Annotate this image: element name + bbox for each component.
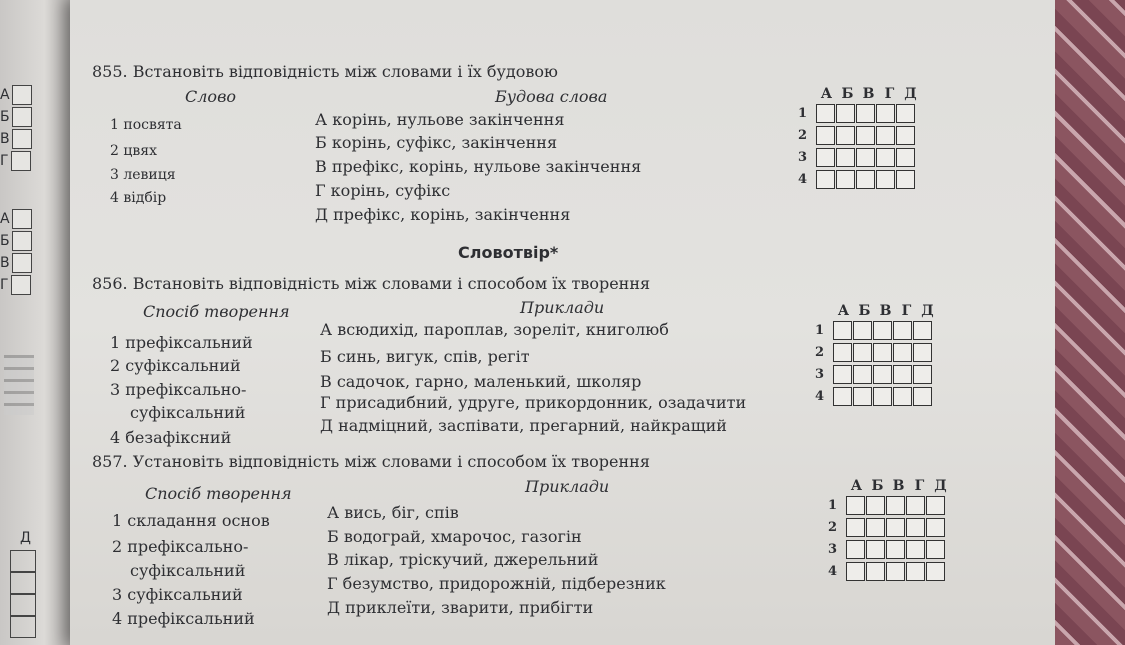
- task-856-title: 856. Встановіть відповідність між словами і способом їх творення: [92, 274, 651, 293]
- answer-cell[interactable]: [913, 343, 932, 362]
- answer-cell[interactable]: [876, 170, 895, 189]
- answer-cell[interactable]: [856, 104, 875, 123]
- answer-grid-856: [815, 303, 938, 407]
- task-856-left-3b: суфіксальний: [130, 403, 246, 422]
- answer-box: [12, 129, 32, 149]
- grid-bottom-left: [10, 550, 36, 638]
- answer-cell[interactable]: [846, 518, 865, 537]
- answer-cell[interactable]: [926, 518, 945, 537]
- grid-col-label: Г: [901, 303, 912, 319]
- box-label: А: [0, 211, 10, 227]
- grid-row-label: 4: [815, 388, 825, 404]
- answer-box: [12, 253, 32, 273]
- answer-cell[interactable]: [896, 148, 915, 167]
- answer-cell[interactable]: [893, 343, 912, 362]
- task-857-left-2b: суфіксальний: [130, 561, 246, 580]
- task-855-right-e: Д префікс, корінь, закінчення: [315, 205, 571, 224]
- grid-col-label: В: [879, 303, 892, 319]
- task-857-left-1: 1 складання основ: [112, 511, 270, 530]
- answer-cell[interactable]: [893, 321, 912, 340]
- answer-cell[interactable]: [886, 496, 905, 515]
- answer-cell[interactable]: [886, 562, 905, 581]
- answer-cell[interactable]: [906, 562, 925, 581]
- grid-row-label: 2: [815, 344, 825, 360]
- box-label: А: [0, 87, 10, 103]
- task-857-right-d: Г безумство, придорожній, підберезник: [327, 574, 666, 593]
- answer-cell[interactable]: [873, 343, 892, 362]
- answer-boxes-left-mid: [0, 208, 32, 296]
- grid-row-label: 2: [828, 519, 838, 535]
- answer-cell[interactable]: [876, 104, 895, 123]
- answer-cell[interactable]: [836, 126, 855, 145]
- answer-cell[interactable]: [896, 170, 915, 189]
- answer-cell[interactable]: [846, 540, 865, 559]
- grid-col-label: Г: [884, 86, 895, 102]
- task-855-left-2: 2 цвях: [110, 143, 157, 159]
- grid-row-label: 1: [815, 322, 825, 338]
- answer-cell[interactable]: [866, 518, 885, 537]
- box-label: В: [0, 131, 10, 147]
- task-857-left-2: 2 префіксально-: [112, 537, 249, 556]
- task-856-right-d: Г присадибний, удруге, прикордонник, озадачити: [320, 393, 747, 412]
- answer-cell[interactable]: [873, 365, 892, 384]
- answer-cell[interactable]: [853, 321, 872, 340]
- answer-cell[interactable]: [853, 343, 872, 362]
- box-label: В: [0, 255, 10, 271]
- answer-cell[interactable]: [926, 540, 945, 559]
- answer-cell[interactable]: [853, 387, 872, 406]
- task-857-right-e: Д приклеїти, зварити, прибігти: [327, 598, 594, 617]
- task-855-left-1: 1 посвята: [110, 117, 182, 133]
- answer-cell[interactable]: [866, 562, 885, 581]
- task-857-title: 857. Установіть відповідність між словами і способом їх творення: [92, 452, 650, 471]
- task-857-col1-head: Спосіб творення: [145, 484, 292, 503]
- answer-cell[interactable]: [836, 104, 855, 123]
- answer-cell[interactable]: [866, 540, 885, 559]
- grid-row-label: 3: [798, 149, 808, 165]
- grid-col-label: Г: [914, 478, 925, 494]
- task-855-left-4: 4 відбір: [110, 190, 167, 206]
- answer-cell[interactable]: [833, 321, 852, 340]
- grid-col-label: Б: [858, 303, 871, 319]
- task-856-right-e: Д надміцний, заспівати, прегарний, найкращий: [320, 416, 727, 435]
- answer-cell[interactable]: [816, 104, 835, 123]
- task-855-col1-head: Слово: [185, 87, 237, 106]
- answer-cell[interactable]: [846, 496, 865, 515]
- answer-box: [12, 107, 32, 127]
- answer-box: [11, 151, 31, 171]
- answer-box: [12, 209, 32, 229]
- answer-box: [11, 275, 31, 295]
- small-grid-left: [4, 355, 34, 415]
- task-856-left-3: 3 префіксально-: [110, 380, 247, 399]
- box-label: Г: [0, 153, 9, 169]
- box-label: Б: [0, 109, 10, 125]
- answer-cell[interactable]: [906, 518, 925, 537]
- answer-cell[interactable]: [816, 126, 835, 145]
- answer-box: [12, 231, 32, 251]
- answer-cell[interactable]: [836, 148, 855, 167]
- task-856-left-1: 1 префіксальний: [110, 333, 253, 352]
- answer-cell[interactable]: [816, 148, 835, 167]
- grid-col-label: Д: [921, 303, 934, 319]
- box-label: Б: [0, 233, 10, 249]
- grid-col-label: В: [862, 86, 875, 102]
- answer-cell[interactable]: [833, 365, 852, 384]
- answer-cell[interactable]: [873, 321, 892, 340]
- answer-cell[interactable]: [836, 170, 855, 189]
- grid-col-label: А: [820, 86, 833, 102]
- grid-col-label: А: [850, 478, 863, 494]
- task-857-right-b: Б водограй, хмарочос, газогін: [327, 527, 582, 546]
- answer-cell[interactable]: [886, 518, 905, 537]
- answer-cell[interactable]: [896, 126, 915, 145]
- answer-grid-855: [798, 86, 921, 190]
- answer-cell[interactable]: [913, 387, 932, 406]
- grid-col-label: Д: [934, 478, 947, 494]
- task-855-right-a: А корінь, нульове закінчення: [315, 110, 565, 129]
- answer-cell[interactable]: [906, 540, 925, 559]
- answer-cell[interactable]: [896, 104, 915, 123]
- grid-col-label: А: [837, 303, 850, 319]
- grid-row-label: 3: [828, 541, 838, 557]
- answer-cell[interactable]: [913, 321, 932, 340]
- grid-col-label: Б: [841, 86, 854, 102]
- answer-cell[interactable]: [833, 387, 852, 406]
- task-855-right-c: В префікс, корінь, нульове закінчення: [315, 157, 642, 176]
- task-855-right-d: Г корінь, суфікс: [315, 181, 451, 200]
- grid-col-label: Д: [904, 86, 917, 102]
- answer-cell[interactable]: [856, 170, 875, 189]
- task-855-col2-head: Будова слова: [495, 87, 608, 106]
- grid-row-label: 4: [828, 563, 838, 579]
- task-857-right-c: В лікар, тріскучий, джерельний: [327, 550, 599, 569]
- answer-cell[interactable]: [906, 496, 925, 515]
- task-856-col1-head: Спосіб творення: [143, 302, 290, 321]
- task-856-col2-head: Приклади: [520, 298, 605, 317]
- section-title: Словотвір*: [458, 243, 559, 262]
- task-855-left-3: 3 левиця: [110, 167, 176, 183]
- task-857-left-3: 3 суфіксальний: [112, 585, 243, 604]
- task-857-left-4: 4 префіксальний: [112, 609, 255, 628]
- box-label: Г: [0, 277, 9, 293]
- answer-cell[interactable]: [866, 496, 885, 515]
- answer-cell[interactable]: [913, 365, 932, 384]
- task-855-right-b: Б корінь, суфікс, закінчення: [315, 133, 558, 152]
- grid-row-label: 4: [798, 171, 808, 187]
- task-855-title: 855. Встановіть відповідність між словами і їх будовою: [92, 62, 558, 81]
- grid-row-label: 1: [828, 497, 838, 513]
- answer-cell[interactable]: [893, 365, 912, 384]
- grid-col-label: В: [892, 478, 905, 494]
- grid-row-label: 3: [815, 366, 825, 382]
- task-856-right-c: В садочок, гарно, маленький, школяр: [320, 372, 642, 391]
- answer-cell[interactable]: [833, 343, 852, 362]
- task-856-left-4: 4 безафіксний: [110, 428, 232, 447]
- grid-col-label: Б: [871, 478, 884, 494]
- grid-letter-d: Д: [20, 530, 31, 546]
- tablecloth-background: [1055, 0, 1125, 645]
- answer-cell[interactable]: [856, 126, 875, 145]
- task-857-right-a: А вись, біг, спів: [327, 503, 459, 522]
- answer-cell[interactable]: [893, 387, 912, 406]
- answer-cell[interactable]: [926, 562, 945, 581]
- answer-cell[interactable]: [873, 387, 892, 406]
- answer-cell[interactable]: [926, 496, 945, 515]
- answer-cell[interactable]: [846, 562, 865, 581]
- answer-cell[interactable]: [886, 540, 905, 559]
- answer-grid-857: [828, 478, 951, 582]
- grid-row-label: 2: [798, 127, 808, 143]
- grid-row-label: 1: [798, 105, 808, 121]
- answer-boxes-left-top: [0, 84, 32, 172]
- left-page-edge: [0, 0, 74, 645]
- answer-cell[interactable]: [856, 148, 875, 167]
- answer-box: [12, 85, 32, 105]
- task-857-col2-head: Приклади: [525, 477, 610, 496]
- answer-cell[interactable]: [816, 170, 835, 189]
- task-856-left-2: 2 суфіксальний: [110, 356, 241, 375]
- task-856-right-a: А всюдихід, пароплав, зореліт, книголюб: [320, 320, 669, 339]
- task-856-right-b: Б синь, вигук, спів, регіт: [320, 347, 530, 366]
- answer-cell[interactable]: [876, 126, 895, 145]
- answer-cell[interactable]: [876, 148, 895, 167]
- answer-cell[interactable]: [853, 365, 872, 384]
